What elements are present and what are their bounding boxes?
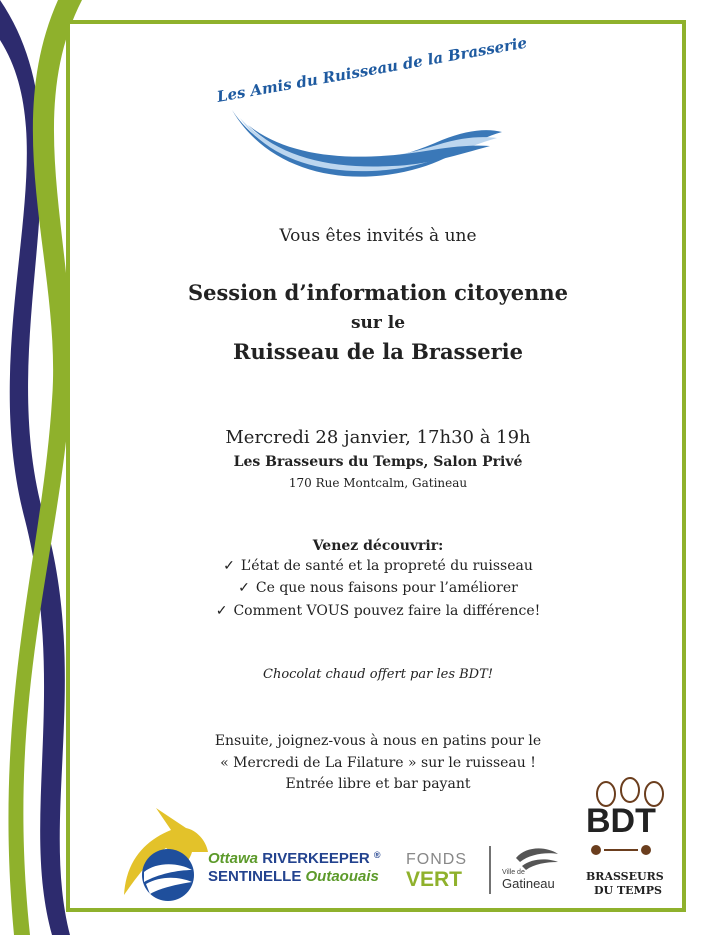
svg-text:SENTINELLE Outaouais: SENTINELLE Outaouais bbox=[208, 868, 379, 885]
invitation-intro: Vous êtes invités à une bbox=[279, 226, 477, 246]
svg-text:Ottawa RIVERKEEPER ®: Ottawa RIVERKEEPER ® bbox=[208, 850, 381, 867]
followup-line-3: Entrée libre et bar payant bbox=[285, 776, 471, 792]
vert-label: VERT bbox=[406, 868, 463, 891]
check-icon: ✓ bbox=[238, 580, 250, 596]
event-venue: Les Brasseurs du Temps, Salon Privé bbox=[233, 454, 523, 470]
check-icon: ✓ bbox=[215, 603, 228, 619]
bdt-name-line-2: DU TEMPS bbox=[594, 884, 662, 897]
amis-ruisseau-logo bbox=[212, 33, 529, 180]
discover-item: ✓ L’état de santé et la propreté du ruisseau bbox=[223, 558, 533, 574]
followup-line-2: « Mercredi de La Filature » sur le ruisseau ! bbox=[220, 755, 536, 771]
title-line-3: Ruisseau de la Brasserie bbox=[233, 339, 523, 364]
bdt-hops-row bbox=[591, 845, 651, 855]
followup-line-1: Ensuite, joignez-vous à nous en patins pour le bbox=[214, 733, 542, 749]
svg-text:Gatineau: Gatineau bbox=[502, 876, 555, 891]
discover-item: ✓ Comment VOUS pouvez faire la différence! bbox=[215, 603, 541, 619]
sponsor-logos bbox=[116, 800, 686, 905]
discover-heading: Venez découvrir: bbox=[312, 538, 444, 554]
svg-text:Ville de: Ville de bbox=[502, 869, 525, 876]
gatineau-logo bbox=[516, 848, 558, 870]
discover-item: ✓ Ce que nous faisons pour l’améliorer bbox=[238, 580, 518, 596]
title-line-1: Session d’information citoyenne bbox=[187, 280, 569, 305]
chocolate-offer: Chocolat chaud offert par les BDT! bbox=[263, 667, 493, 682]
title-line-2: sur le bbox=[350, 313, 406, 333]
riverkeeper-logo bbox=[124, 808, 208, 901]
bdt-name-line-1: BRASSEURS bbox=[586, 870, 664, 883]
check-icon: ✓ bbox=[223, 558, 235, 574]
fonds-label: FONDS bbox=[406, 851, 467, 868]
bdt-wordmark: BDT bbox=[586, 802, 656, 840]
event-date-time: Mercredi 28 janvier, 17h30 à 19h bbox=[225, 427, 531, 448]
svg-text:Les Amis du Ruisseau de la Bra: Les Amis du Ruisseau de la Brasserie bbox=[215, 33, 529, 106]
event-address: 170 Rue Montcalm, Gatineau bbox=[288, 476, 468, 490]
